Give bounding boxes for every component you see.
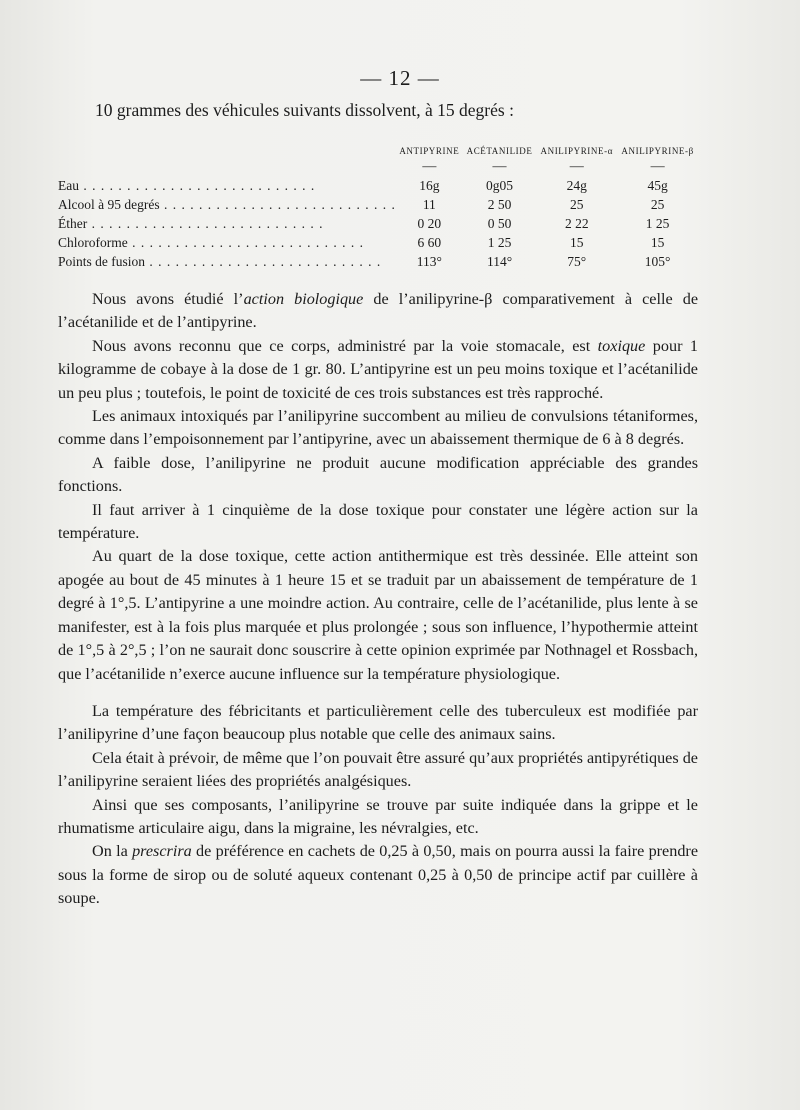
row-label: Chloroforme bbox=[58, 235, 128, 250]
solubility-table bbox=[58, 146, 698, 272]
row-label: Eau bbox=[58, 178, 79, 193]
table-cell: 24g bbox=[566, 178, 587, 193]
row-label: Points de fusion bbox=[58, 254, 146, 269]
header-antipyrine: ANTIPYRINE bbox=[399, 146, 460, 156]
table-cell: 114° bbox=[486, 254, 513, 269]
header-dash: — bbox=[422, 159, 437, 174]
row-label: Alcool à 95 degrés bbox=[58, 197, 160, 212]
paragraph-prescription: On la prescrira de préférence en cachets de 0,25 à 0,50, mais on pourra aussi la faire prendre sous la forme de sirop ou de soluté aqueux contenant 0,25 à 0,50 de principe actif par cuillère à soupe. bbox=[58, 842, 699, 908]
table-cell: 0 50 bbox=[487, 216, 512, 231]
table-cell: 113° bbox=[416, 254, 442, 269]
table-cell: 105° bbox=[644, 254, 671, 269]
table-cell: 25 bbox=[650, 197, 665, 212]
table-header-row bbox=[58, 146, 698, 158]
table-row bbox=[58, 253, 698, 272]
header-acetanilide: ACÉTANILIDE bbox=[466, 146, 533, 156]
table-cell: 15 bbox=[570, 235, 584, 250]
body-text bbox=[58, 288, 698, 911]
table-row bbox=[58, 177, 698, 196]
paragraph-convulsions: Les animaux intoxiqués par l’anilipyrine succombent au milieu de convulsions tétaniformes, comme dans l’empoisonnement par l’antipyrine, avec un abaissement thermique de 6 à 8 degrés. bbox=[58, 407, 698, 449]
table-row bbox=[58, 196, 698, 215]
paragraph-low-dose: A faible dose, l’anilipyrine ne produit aucune modification appréciable des grandes fonctions. bbox=[58, 453, 698, 496]
header-anilipyrine-alpha: ANILIPYRINE-α bbox=[540, 146, 614, 156]
table-cell: 45g bbox=[647, 178, 668, 193]
table-cell: 15 bbox=[650, 235, 665, 250]
table-intro: 10 grammes des véhicules suivants dissolvent, à 15 degrés : bbox=[95, 100, 514, 120]
paragraph-antithermic: Au quart de la dose toxique, cette action antithermique est très dessinée. Elle atteint son apogée au bout de 45 minutes à 1 heure 15 et se traduit par un abaissement de température de 1 degré à 1°,5. L’antipyrine a une moindre action. Au contraire, celle de l’acétanilide, plus lente à se manifester, est à la fois plus marquée et plus prolongée ; sous son influence, l’hypothermie atteint de 1°,5 à 2°,5 ; l’on ne saurait donc souscrire à cette opinion exprimée par Nothnagel et Rossbach, que l’acétanilide n’exerce aucune influence sur la température physiologique. bbox=[58, 547, 698, 683]
paragraph-analgesic: Cela était à prévoir, de même que l’on pouvait être assuré qu’aux propriétés antipyrétiques de l’anilipyrine seraient liées des propriétés analgésiques. bbox=[58, 748, 698, 791]
table-cell: 25 bbox=[570, 197, 584, 212]
emphasis: prescrira bbox=[132, 842, 192, 861]
table-row bbox=[58, 234, 698, 253]
table-cell: 2 50 bbox=[487, 197, 512, 212]
table-cell: 6 60 bbox=[417, 235, 442, 250]
header-dash: — bbox=[492, 159, 507, 174]
table-cell: 1 25 bbox=[487, 235, 512, 250]
row-label: Éther bbox=[58, 216, 88, 231]
header-spacer bbox=[58, 146, 396, 158]
table-row bbox=[58, 215, 698, 234]
paragraph-indications: Ainsi que ses composants, l’anilipyrine se trouve par suite indiquée dans la grippe et le rhumatisme articulaire aigu, dans la migraine, les névralgies, etc. bbox=[58, 795, 698, 837]
paragraph-toxicity: Nous avons reconnu que ce corps, administré par la voie stomacale, est toxique pour 1 kilogramme de cobaye à la dose de 1 gr. 80. L’antipyrine est un peu moins toxique et l’acétanilide un peu plus ; toutefois, le point de toxicité de ces trois substances est très rapproché. bbox=[58, 336, 698, 402]
table-cell: 0 20 bbox=[417, 216, 442, 231]
paragraph-temperature-action: Il faut arriver à 1 cinquième de la dose toxique pour constater une légère action sur la température. bbox=[58, 500, 698, 543]
table-cell: 75° bbox=[567, 254, 587, 269]
header-dash: — bbox=[650, 159, 665, 174]
table-cell: 11 bbox=[422, 197, 436, 212]
header-anilipyrine-beta: ANILIPYRINE-β bbox=[621, 146, 694, 156]
table-cell: 1 25 bbox=[645, 216, 670, 231]
header-dash: — bbox=[569, 159, 584, 174]
emphasis: toxique bbox=[597, 336, 646, 355]
paragraph-biological-action: Nous avons étudié l’action biologique de l’anilipyrine-β comparativement à celle de l’acétanilide et de l’antipyrine. bbox=[58, 290, 699, 332]
emphasis: action biologique bbox=[243, 290, 364, 308]
page-number: — 12 — bbox=[360, 66, 440, 90]
paragraph-febrile: La température des fébricitants et particulièrement celle des tuberculeux est modifiée par l’anilipyrine d’une façon beaucoup plus notable que celle des animaux sains. bbox=[58, 701, 698, 744]
table-cell: 16g bbox=[419, 178, 440, 193]
header-dash-row bbox=[58, 158, 698, 177]
table-cell: 0g05 bbox=[486, 178, 514, 193]
table-cell: 2 22 bbox=[564, 216, 589, 231]
